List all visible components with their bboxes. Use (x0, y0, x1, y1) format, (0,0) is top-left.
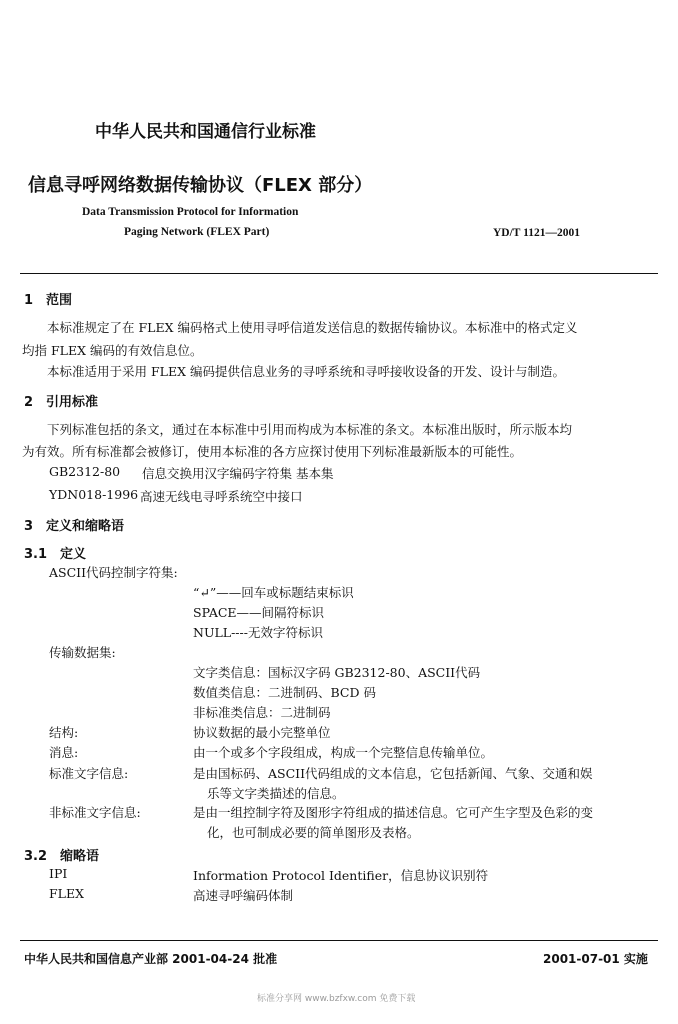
standard-text-definition-line-1: 是由国标码、ASCII代码组成的文本信息，它包括新闻、气象、交通和娱 (193, 766, 593, 781)
dataset-item: 文字类信息：国标汉字码 GB2312-80、ASCII代码 (193, 665, 481, 680)
ascii-charset-label: ASCII代码控制字符集: (49, 565, 178, 580)
document-title-cn: 信息寻呼网络数据传输协议（FLEX 部分） (28, 175, 373, 196)
abbreviation: IPI (49, 866, 68, 881)
reference-code: GB2312-80 (49, 464, 121, 479)
abbreviation-meaning: 高速寻呼编码体制 (193, 888, 294, 903)
section-3-heading: 3 定义和缩略语 (24, 519, 125, 534)
industry-standard-title: 中华人民共和国通信行业标准 (95, 122, 316, 142)
watermark: 标准分享网 www.bzfxw.com 免费下载 (257, 994, 416, 1004)
message-label: 消息: (49, 745, 79, 760)
section-3-1-heading: 3.1 定义 (24, 547, 87, 562)
reference-code: YDN018-1996 (49, 487, 139, 502)
header-divider (20, 273, 658, 274)
message-definition: 由一个或多个字段组成，构成一个完整信息传输单位。 (193, 745, 494, 760)
nonstandard-text-definition-line-1: 是由一组控制字符及图形字符组成的描述信息。它可产生字型及色彩的变 (193, 805, 594, 820)
document-title-en-line2: Paging Network (FLEX Part) (124, 226, 270, 238)
abbreviation-meaning: Information Protocol Identifier，信息协议识别符 (193, 868, 489, 883)
implementation-date: 2001-07-01 实施 (543, 952, 648, 966)
reference-name: 高速无线电寻呼系统空中接口 (140, 489, 303, 504)
section-1-paragraph-2: 本标准适用于采用 FLEX 编码提供信息业务的寻呼系统和寻呼接收设备的开发、设计与制造。 (47, 364, 565, 379)
nonstandard-text-definition-line-2: 化，也可制成必要的简单图形及表格。 (207, 825, 420, 840)
section-1-paragraph-1-line-1: 本标准规定了在 FLEX 编码格式上使用寻呼信道发送信息的数据传输协议。本标准中的格式定义 (47, 320, 578, 335)
abbreviation: FLEX (49, 886, 84, 901)
approval-note: 中华人民共和国信息产业部 2001-04-24 批准 (24, 952, 278, 966)
standard-code: YD/T 1121—2001 (493, 227, 581, 239)
dataset-label: 传输数据集: (49, 645, 116, 660)
section-1-paragraph-1-line-2: 均指 FLEX 编码的有效信息位。 (22, 343, 203, 358)
structure-definition: 协议数据的最小完整单位 (193, 725, 331, 740)
section-2-paragraph-line-1: 下列标准包括的条文，通过在本标准中引用而构成为本标准的条文。本标准出版时，所示版本均 (47, 422, 573, 437)
nonstandard-text-label: 非标准文字信息: (49, 805, 141, 820)
standard-text-definition-line-2: 乐等文字类描述的信息。 (207, 786, 345, 801)
reference-name: 信息交换用汉字编码字符集 基本集 (142, 466, 334, 481)
section-1-heading: 1 范围 (24, 293, 73, 308)
structure-label: 结构: (49, 725, 79, 740)
ascii-item: “↵”——回车或标题结束标识 (193, 585, 354, 600)
dataset-item: 非标准类信息：二进制码 (193, 705, 331, 720)
section-3-2-heading: 3.2 缩略语 (24, 849, 100, 864)
dataset-item: 数值类信息：二进制码、BCD 码 (193, 685, 376, 700)
document-title-en-line1: Data Transmission Protocol for Information (82, 206, 299, 218)
section-2-heading: 2 引用标准 (24, 395, 99, 410)
ascii-item: NULL----无效字符标识 (193, 625, 323, 640)
footer-divider (20, 940, 658, 941)
ascii-item: SPACE——间隔符标识 (193, 605, 325, 620)
section-2-paragraph-line-2: 为有效。所有标准都会被修订，使用本标准的各方应探讨使用下列标准最新版本的可能性。 (22, 444, 523, 459)
standard-text-label: 标准文字信息: (49, 766, 129, 781)
